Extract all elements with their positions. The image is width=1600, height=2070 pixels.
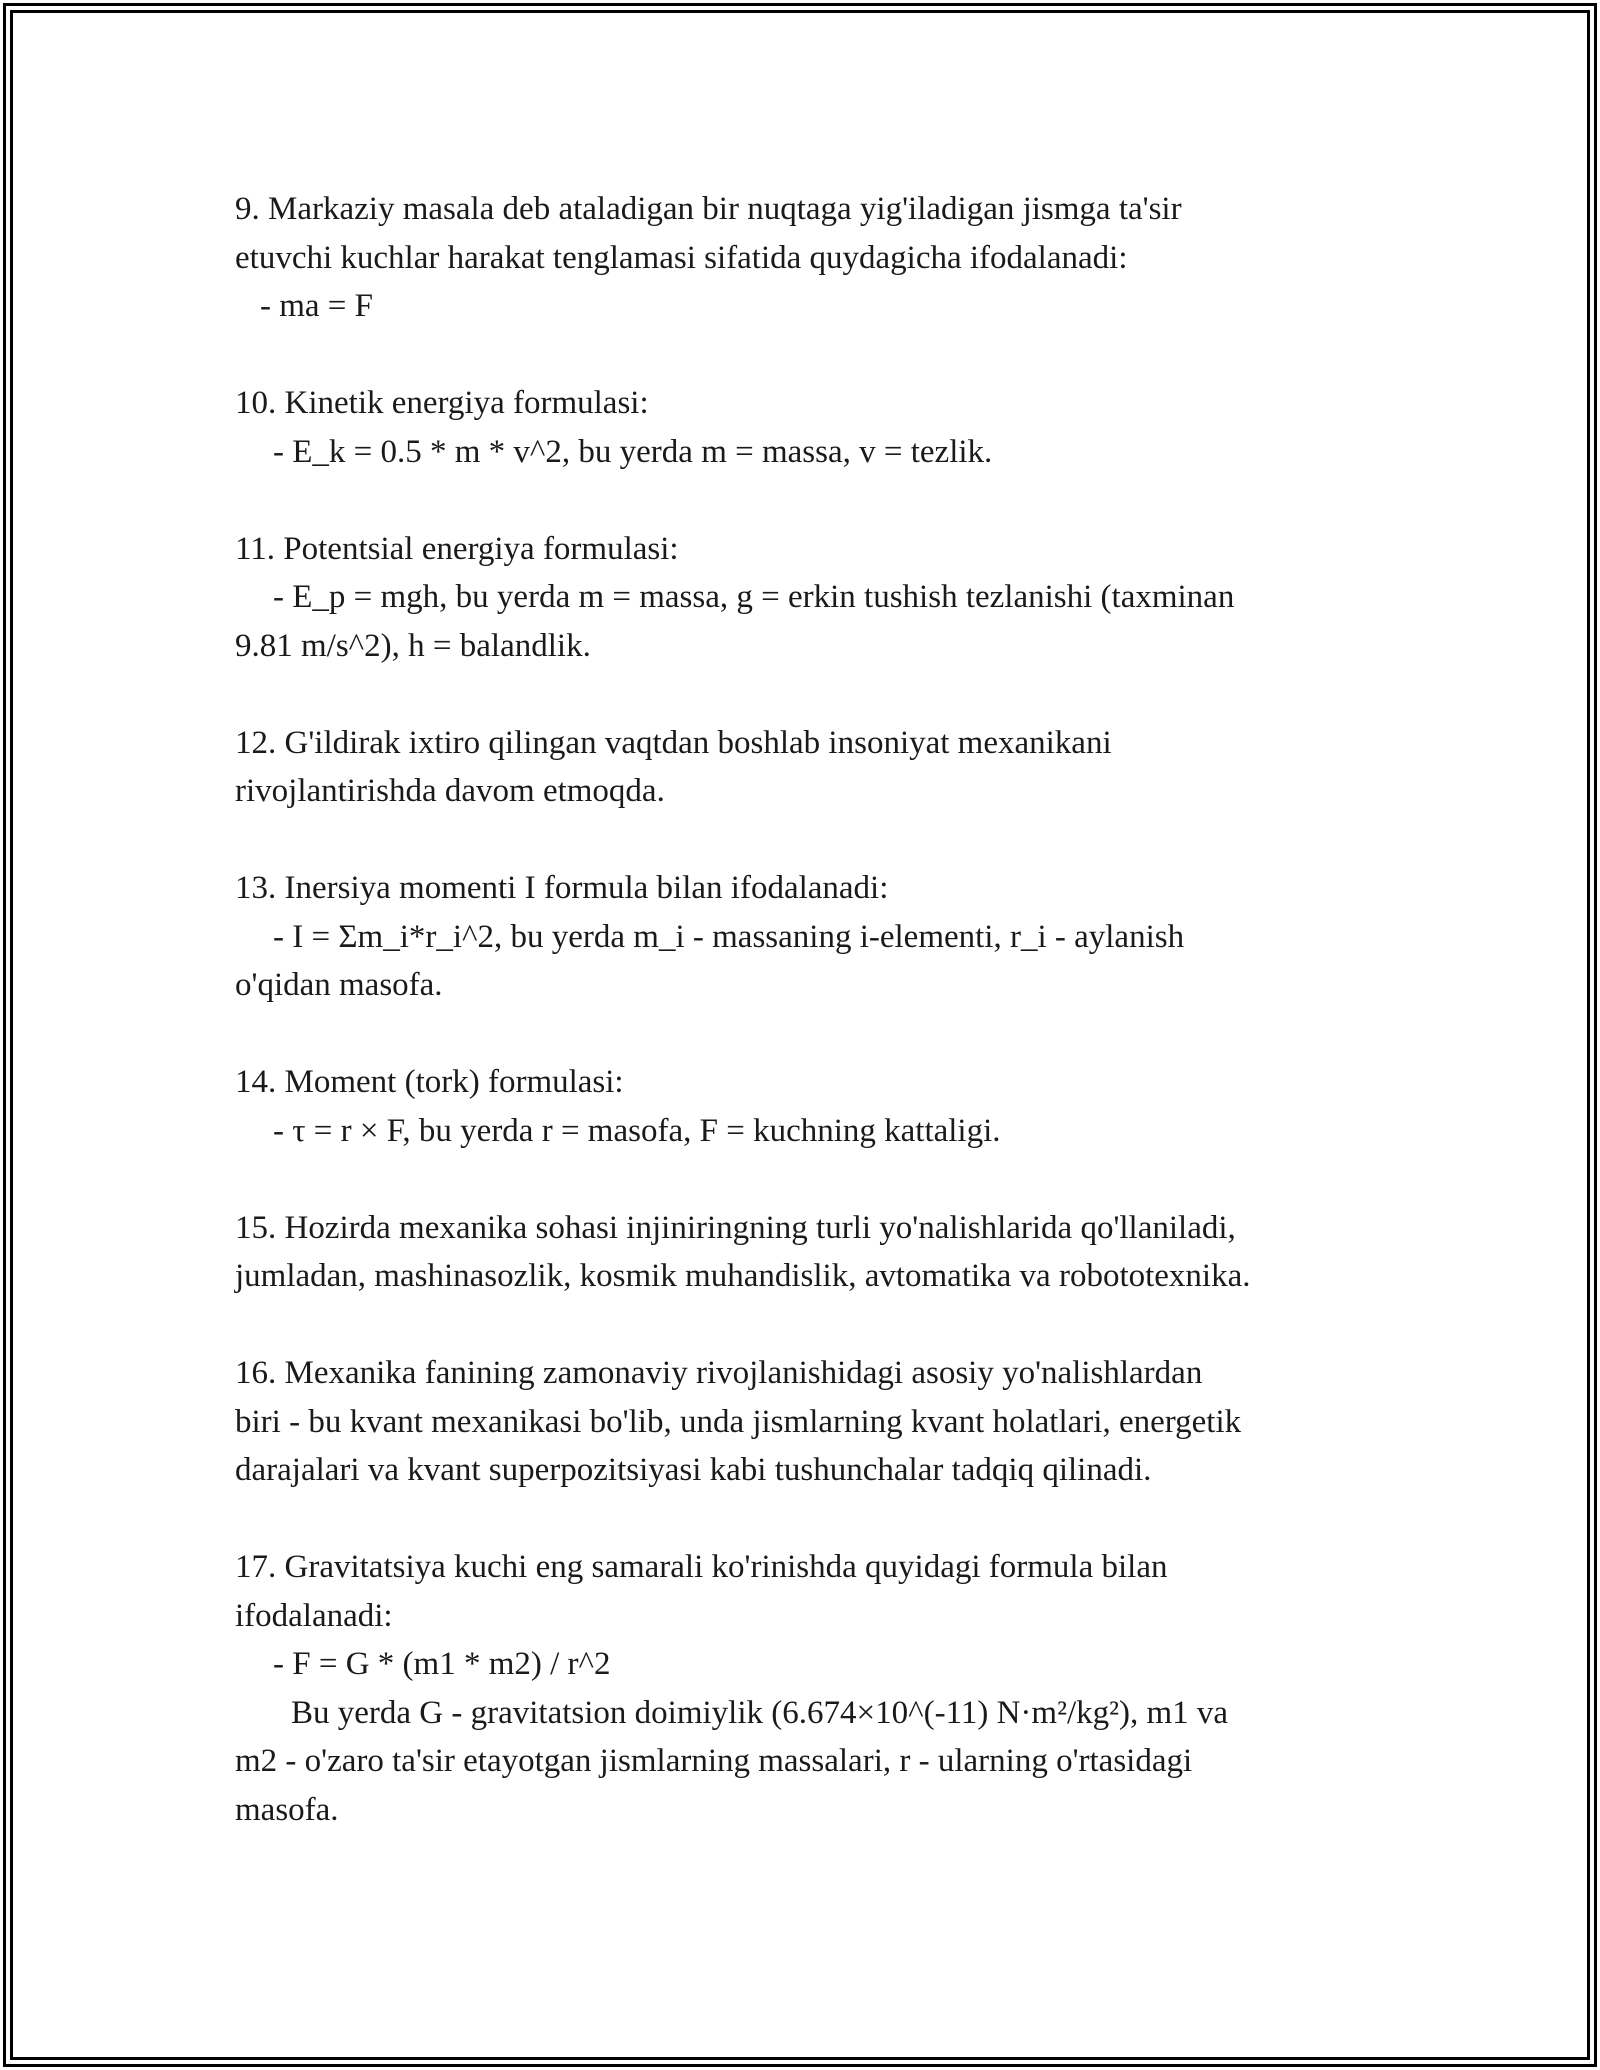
document-body xyxy=(235,185,1415,1883)
item-17 xyxy=(235,1543,1415,1834)
item-11-formula: - E_p = mgh, bu yerda m = massa, g = erkin tushish tezlanishi (taxminan xyxy=(273,579,1235,615)
item-17-line-2: ifodalanadi: xyxy=(235,1597,393,1634)
item-10-formula: - E_k = 0.5 * m * v^2, bu yerda m = massa, v = tezlik. xyxy=(273,433,993,470)
item-14 xyxy=(235,1058,1415,1155)
item-11-heading: 11. Potentsial energiya formulasi: xyxy=(235,530,679,567)
item-9-line-1: 9. Markaziy masala deb ataladigan bir nuqtaga yig'iladigan jismga ta'sir xyxy=(235,191,1182,227)
item-16-line-2: biri - bu kvant mexanikasi bo'lib, unda jismlarning kvant holatlari, energetik xyxy=(235,1403,1242,1440)
item-12-line-2: rivojlantirishda davom etmoqda. xyxy=(235,773,665,809)
item-14-formula: - τ = r × F, bu yerda r = masofa, F = kuchning kattaligi. xyxy=(273,1112,1001,1149)
item-10-heading: 10. Kinetik energiya formulasi: xyxy=(235,385,649,421)
item-15-line-1: 15. Hozirda mexanika sohasi injiniringning turli yo'nalishlarida qo'llaniladi, xyxy=(235,1209,1236,1246)
item-12-line-1: 12. G'ildirak ixtiro qilingan vaqtdan boshlab insoniyat mexanikani xyxy=(235,724,1112,761)
item-17-line-1: 17. Gravitatsiya kuchi eng samarali ko'rinishda quyidagi formula bilan xyxy=(235,1549,1168,1585)
item-13 xyxy=(235,864,1415,1010)
item-14-heading: 14. Moment (tork) formulasi: xyxy=(235,1064,624,1100)
item-13-heading: 13. Inersiya momenti I formula bilan ifodalanadi: xyxy=(235,870,889,906)
item-13-formula-cont: o'qidan masofa. xyxy=(235,967,443,1003)
item-11 xyxy=(235,525,1415,671)
item-10 xyxy=(235,379,1415,476)
item-9-formula: - ma = F xyxy=(260,288,374,324)
item-17-formula: - F = G * (m1 * m2) / r^2 xyxy=(273,1646,611,1682)
item-9-line-2: etuvchi kuchlar harakat tenglamasi sifatida quydagicha ifodalanadi: xyxy=(235,239,1128,276)
item-15-line-2: jumladan, mashinasozlik, kosmik muhandislik, avtomatika va robototexnika. xyxy=(235,1258,1251,1294)
item-16-line-1: 16. Mexanika fanining zamonaviy rivojlanishidagi asosiy yo'nalishlardan xyxy=(235,1355,1203,1391)
item-13-formula: - I = Σm_i*r_i^2, bu yerda m_i - massaning i-elementi, r_i - aylanish xyxy=(273,918,1185,955)
item-17-explanation-2: m2 - o'zaro ta'sir etayotgan jismlarning massalari, r - ularning o'rtasidagi xyxy=(235,1743,1193,1779)
item-12 xyxy=(235,719,1415,816)
item-15 xyxy=(235,1204,1415,1301)
item-9 xyxy=(235,185,1415,331)
item-16 xyxy=(235,1349,1415,1495)
item-16-line-3: darajalari va kvant superpozitsiyasi kabi tushunchalar tadqiq qilinadi. xyxy=(235,1452,1152,1488)
item-17-explanation-3: masofa. xyxy=(235,1791,339,1828)
item-17-explanation-1: Bu yerda G - gravitatsion doimiylik (6.674×10^(-11) N·m²/kg²), m1 va xyxy=(291,1694,1229,1731)
item-11-formula-cont: 9.81 m/s^2), h = balandlik. xyxy=(235,627,591,664)
